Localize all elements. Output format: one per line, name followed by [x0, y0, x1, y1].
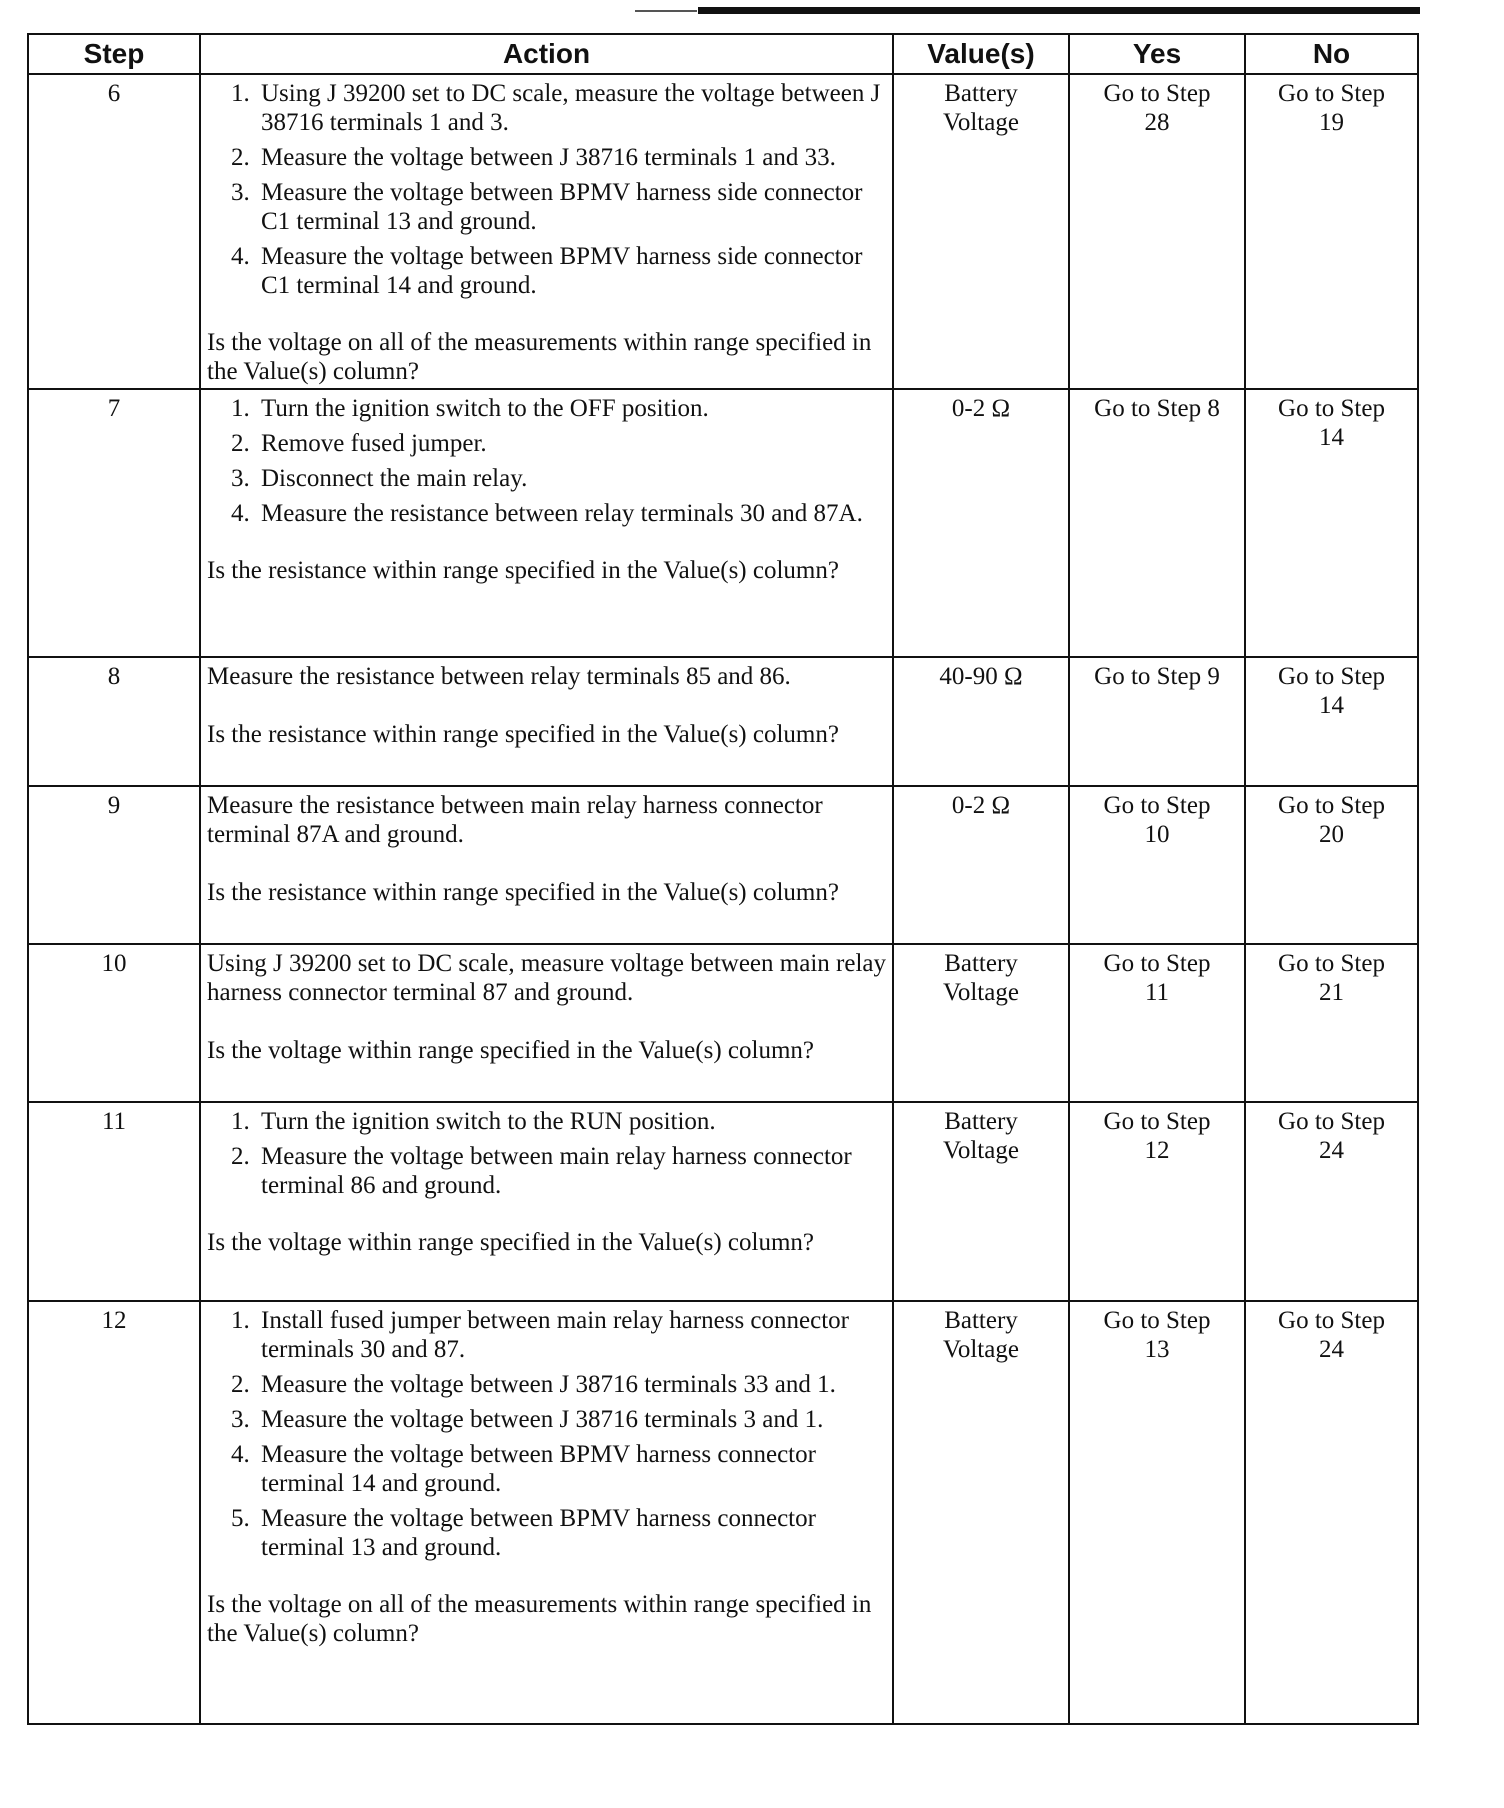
- value-cell: 40-90 Ω: [893, 657, 1069, 786]
- action-step: 3. Measure the voltage between J 38716 terminals 3 and 1.: [231, 1406, 824, 1433]
- step-number: 11: [28, 1102, 200, 1301]
- action-step: 3. Disconnect the main relay.: [231, 465, 528, 492]
- action-step: 1. Using J 39200 set to DC scale, measure the voltage between J 38716 terminals 1 and 3.: [231, 80, 881, 136]
- header-no: No: [1245, 34, 1418, 74]
- table-row: [28, 657, 1418, 786]
- action-step: 4. Measure the resistance between relay terminals 30 and 87A.: [231, 500, 863, 527]
- action-step: 5. Measure the voltage between BPMV harness connector terminal 13 and ground.: [231, 1505, 816, 1561]
- action-question: Is the resistance within range specified in the Value(s) column?: [207, 879, 839, 906]
- header-action: Action: [200, 34, 893, 74]
- header-row: [28, 34, 1418, 74]
- action-step: 2. Remove fused jumper.: [231, 430, 487, 457]
- action-step: 3. Measure the voltage between BPMV harness side connector C1 terminal 13 and ground.: [231, 179, 863, 235]
- yes-cell: Go to Step 13: [1069, 1301, 1245, 1724]
- action-cell: [200, 1102, 893, 1301]
- action-cell: [200, 657, 893, 786]
- table-row: [28, 1102, 1418, 1301]
- step-number: 9: [28, 786, 200, 944]
- value-cell: Battery Voltage: [893, 1301, 1069, 1724]
- step-number: 10: [28, 944, 200, 1102]
- header-rule-thin: [635, 10, 697, 12]
- action-question: Is the voltage on all of the measurements within range specified in the Value(s) column?: [207, 1591, 872, 1647]
- value-cell: Battery Voltage: [893, 944, 1069, 1102]
- action-cell: [200, 389, 893, 657]
- yes-cell: Go to Step 28: [1069, 74, 1245, 389]
- table-row: [28, 74, 1418, 389]
- action-text: Measure the resistance between relay terminals 85 and 86.: [207, 663, 791, 690]
- yes-cell: Go to Step 9: [1069, 657, 1245, 786]
- action-question: Is the resistance within range specified in the Value(s) column?: [207, 721, 839, 748]
- action-step: 1. Turn the ignition switch to the OFF position.: [231, 395, 709, 422]
- action-question: Is the voltage within range specified in the Value(s) column?: [207, 1037, 814, 1064]
- action-cell: [200, 1301, 893, 1724]
- yes-cell: Go to Step 12: [1069, 1102, 1245, 1301]
- step-number: 12: [28, 1301, 200, 1724]
- action-step: 2. Measure the voltage between J 38716 terminals 1 and 33.: [231, 144, 836, 171]
- header-rule: [698, 7, 1420, 14]
- no-cell: Go to Step 14: [1245, 389, 1418, 657]
- action-question: Is the voltage on all of the measurements within range specified in the Value(s) column?: [207, 329, 872, 385]
- table-row: [28, 944, 1418, 1102]
- table-row: [28, 786, 1418, 944]
- yes-cell: Go to Step 11: [1069, 944, 1245, 1102]
- action-step: 1. Install fused jumper between main relay harness connector terminals 30 and 87.: [231, 1307, 849, 1363]
- value-cell: 0-2 Ω: [893, 786, 1069, 944]
- header-yes: Yes: [1069, 34, 1245, 74]
- yes-cell: Go to Step 8: [1069, 389, 1245, 657]
- action-step: 1. Turn the ignition switch to the RUN position.: [231, 1108, 716, 1135]
- action-cell: [200, 74, 893, 389]
- no-cell: Go to Step 24: [1245, 1102, 1418, 1301]
- action-steps: [207, 394, 886, 528]
- action-text: Measure the resistance between main relay harness connector terminal 87A and ground.: [207, 792, 823, 848]
- header-values: Value(s): [893, 34, 1069, 74]
- no-cell: Go to Step 19: [1245, 74, 1418, 389]
- action-cell: [200, 944, 893, 1102]
- action-steps: [207, 1107, 886, 1200]
- step-number: 7: [28, 389, 200, 657]
- step-number: 6: [28, 74, 200, 389]
- yes-cell: Go to Step 10: [1069, 786, 1245, 944]
- value-cell: 0-2 Ω: [893, 389, 1069, 657]
- action-steps: [207, 1306, 886, 1562]
- diagnostic-table: [27, 33, 1419, 1725]
- no-cell: Go to Step 14: [1245, 657, 1418, 786]
- action-text: Using J 39200 set to DC scale, measure voltage between main relay harness connector terminal 87 and ground.: [207, 950, 886, 1006]
- no-cell: Go to Step 24: [1245, 1301, 1418, 1724]
- value-cell: Battery Voltage: [893, 1102, 1069, 1301]
- value-cell: Battery Voltage: [893, 74, 1069, 389]
- action-step: 2. Measure the voltage between J 38716 terminals 33 and 1.: [231, 1371, 836, 1398]
- action-steps: [207, 79, 886, 300]
- step-number: 8: [28, 657, 200, 786]
- action-step: 4. Measure the voltage between BPMV harness connector terminal 14 and ground.: [231, 1441, 816, 1497]
- no-cell: Go to Step 20: [1245, 786, 1418, 944]
- action-cell: [200, 786, 893, 944]
- table-row: [28, 389, 1418, 657]
- action-question: Is the voltage within range specified in the Value(s) column?: [207, 1229, 814, 1256]
- action-step: 4. Measure the voltage between BPMV harness side connector C1 terminal 14 and ground.: [231, 243, 863, 299]
- no-cell: Go to Step 21: [1245, 944, 1418, 1102]
- header-step: Step: [28, 34, 200, 74]
- action-question: Is the resistance within range specified in the Value(s) column?: [207, 557, 839, 584]
- table-row: [28, 1301, 1418, 1724]
- action-step: 2. Measure the voltage between main relay harness connector terminal 86 and ground.: [231, 1143, 852, 1199]
